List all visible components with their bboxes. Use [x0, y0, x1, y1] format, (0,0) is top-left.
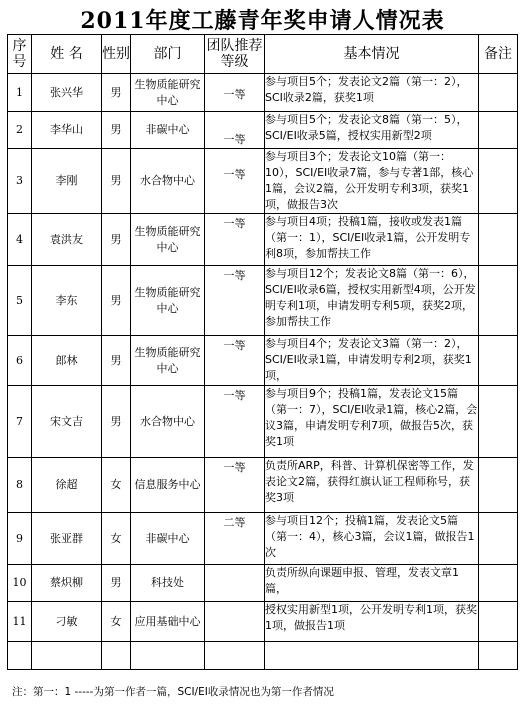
table-row [8, 458, 518, 513]
empty-cell [479, 642, 518, 670]
row-number: 8 [8, 458, 32, 513]
applicant-info: 参与项目5个；发表论文2篇（第一：2），SCI收录2篇，获奖1项 [265, 74, 479, 112]
table-row [8, 602, 518, 642]
empty-cell [102, 642, 131, 670]
table-row [8, 112, 518, 149]
table-row [8, 214, 518, 266]
applicant-info: 参与项目4项；投稿1篇，接收或发表1篇（第一：1），SCI/EI收录1篇，公开发明专利8项，参加帮扶工作 [265, 214, 479, 266]
applicant-name: 蔡炽柳 [32, 565, 102, 602]
recommend-grade: 一等 [205, 458, 265, 513]
applicant-gender: 男 [102, 266, 131, 336]
applicant-gender: 男 [102, 386, 131, 458]
header-remark: 备注 [479, 35, 518, 74]
applicant-name: 张兴华 [32, 74, 102, 112]
remark-cell [479, 602, 518, 642]
header-no: 序号 [8, 35, 32, 74]
row-number: 4 [8, 214, 32, 266]
row-number: 2 [8, 112, 32, 149]
applicant-gender: 男 [102, 149, 131, 214]
recommend-grade [205, 602, 265, 642]
table-row [8, 513, 518, 565]
recommend-grade: 一等 [205, 336, 265, 386]
applicant-gender: 男 [102, 112, 131, 149]
applicant-dept: 应用基础中心 [131, 602, 205, 642]
applicant-table [7, 34, 518, 670]
applicant-name: 郎林 [32, 336, 102, 386]
applicant-gender: 男 [102, 74, 131, 112]
applicant-info: 授权实用新型1项，公开发明专利1项，获奖1项，做报告1项 [265, 602, 479, 642]
applicant-dept: 生物质能研究中心 [131, 74, 205, 112]
remark-cell [479, 336, 518, 386]
remark-cell [479, 458, 518, 513]
recommend-grade: 一等 [205, 266, 265, 336]
applicant-gender: 女 [102, 602, 131, 642]
recommend-grade: 一等 [205, 386, 265, 458]
applicant-dept: 非碳中心 [131, 112, 205, 149]
row-number: 9 [8, 513, 32, 565]
recommend-grade [205, 565, 265, 602]
row-number: 11 [8, 602, 32, 642]
applicant-dept: 信息服务中心 [131, 458, 205, 513]
empty-cell [8, 642, 32, 670]
applicant-name: 徐超 [32, 458, 102, 513]
applicant-dept: 生物质能研究中心 [131, 266, 205, 336]
table-header-row [8, 35, 518, 74]
remark-cell [479, 74, 518, 112]
page-title: 2011年度工藤青年奖申请人情况表 [80, 8, 445, 34]
applicant-name: 张亚群 [32, 513, 102, 565]
applicant-dept: 非碳中心 [131, 513, 205, 565]
row-number: 5 [8, 266, 32, 336]
header-dept: 部门 [131, 35, 205, 74]
applicant-info: 负责所纵向课题申报、管理，发表文章1篇， [265, 565, 479, 602]
remark-cell [479, 214, 518, 266]
applicant-info: 参与项目5个；发表论文8篇（第一：5），SCI/EI收录5篇，授权实用新型2项 [265, 112, 479, 149]
applicant-info: 参与项目4个；发表论文3篇（第一：2），SCI/EI收录1篇，申请发明专利2项，获奖1项， [265, 336, 479, 386]
recommend-grade: 一等 [205, 149, 265, 214]
row-number: 3 [8, 149, 32, 214]
remark-cell [479, 513, 518, 565]
remark-cell [479, 112, 518, 149]
applicant-info: 参与项目9个；投稿1篇，发表论文15篇（第一：7），SCI/EI收录1篇，核心2篇，会议3篇，申请发明专利7项，做报告5次，获奖1项 [265, 386, 479, 458]
remark-cell [479, 386, 518, 458]
applicant-dept: 水合物中心 [131, 149, 205, 214]
row-number: 6 [8, 336, 32, 386]
table-row [8, 336, 518, 386]
applicant-dept: 生物质能研究中心 [131, 214, 205, 266]
table-row [8, 565, 518, 602]
table-row [8, 386, 518, 458]
applicant-info: 参与项目12个；投稿1篇，发表论文5篇（第一：4），核心3篇，会议1篇，做报告1次 [265, 513, 479, 565]
row-number: 1 [8, 74, 32, 112]
applicant-info: 负责所ARP，科普、计算机保密等工作，发表论文2篇，获得红旗认证工程师称号，获奖3项 [265, 458, 479, 513]
header-gender: 性别 [102, 35, 131, 74]
applicant-name: 李东 [32, 266, 102, 336]
applicant-info: 参与项目12个；发表论文8篇（第一：6），SCI/EI收录6篇，授权实用新型4项，公开发明专利1项，申请发明专利5项，获奖2项，参加帮扶工作 [265, 266, 479, 336]
applicant-dept: 水合物中心 [131, 386, 205, 458]
header-grade: 团队推荐等级 [205, 35, 265, 74]
header-name: 姓 名 [32, 35, 102, 74]
empty-cell [205, 642, 265, 670]
footnote: 注：第一：1 -----为第一作者一篇，SCI/EI收录情况也为第一作者情况 [12, 686, 334, 698]
applicant-gender: 男 [102, 214, 131, 266]
recommend-grade: 二等 [205, 513, 265, 565]
row-number: 7 [8, 386, 32, 458]
applicant-dept: 生物质能研究中心 [131, 336, 205, 386]
table-row [8, 266, 518, 336]
table-row [8, 149, 518, 214]
applicant-info: 参与项目3个；发表论文10篇（第一：10），SCI/EI收录7篇，参与专著1部，核心1篇，会议2篇，公开发明专利3项，获奖1项，做报告3次 [265, 149, 479, 214]
empty-row [8, 642, 518, 670]
empty-cell [131, 642, 205, 670]
recommend-grade: 一等 [205, 112, 265, 149]
applicant-name: 李华山 [32, 112, 102, 149]
table-row [8, 74, 518, 112]
remark-cell [479, 565, 518, 602]
empty-cell [265, 642, 479, 670]
remark-cell [479, 266, 518, 336]
row-number: 10 [8, 565, 32, 602]
empty-cell [32, 642, 102, 670]
header-info: 基本情况 [265, 35, 479, 74]
applicant-name: 袁洪友 [32, 214, 102, 266]
applicant-gender: 男 [102, 565, 131, 602]
applicant-gender: 女 [102, 458, 131, 513]
applicant-gender: 女 [102, 513, 131, 565]
applicant-name: 李刚 [32, 149, 102, 214]
applicant-dept: 科技处 [131, 565, 205, 602]
applicant-name: 刁敏 [32, 602, 102, 642]
remark-cell [479, 149, 518, 214]
recommend-grade: 一等 [205, 74, 265, 112]
applicant-name: 宋文吉 [32, 386, 102, 458]
applicant-gender: 男 [102, 336, 131, 386]
recommend-grade: 一等 [205, 214, 265, 266]
